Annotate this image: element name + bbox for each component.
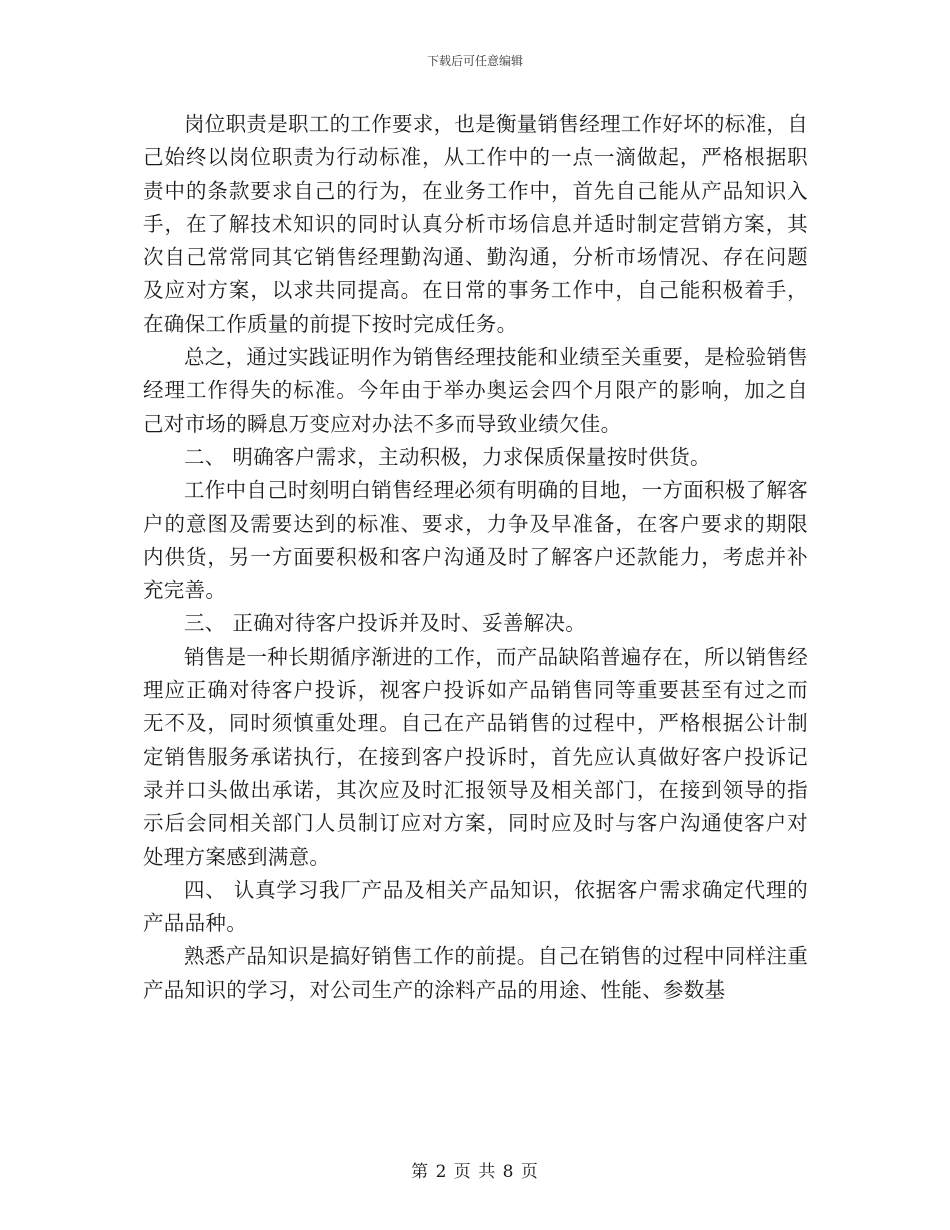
paragraph-summary: 总之，通过实践证明作为销售经理技能和业绩至关重要，是检验销售经理工作得失的标准。今年由于举办奥运会四个月限产的影响，加之自己对市场的瞬息万变应对办法不多而导致业绩欠佳。 bbox=[143, 345, 808, 436]
paragraph-product-knowledge: 熟悉产品知识是搞好销售工作的前提。自己在销售的过程中同样注重产品知识的学习，对公司生产的涂料产品的用途、性能、参数基 bbox=[143, 944, 808, 1002]
page-number: 第 2 页 共 8 页 bbox=[411, 1162, 539, 1182]
paragraph-customer-needs: 工作中自己时刻明白销售经理必须有明确的目地，一方面积极了解客户的意图及需要达到的标准、要求，力争及早准备，在客户要求的期限内供货，另一方面要积极和客户沟通及时了解客户还款能力，考虑并补充完善。 bbox=[143, 478, 808, 603]
page-header: 下载后可任意编辑 bbox=[426, 54, 523, 68]
section-heading-2: 二、 明确客户需求，主动积极，力求保质保量按时供货。 bbox=[184, 444, 711, 469]
paragraph-job-duties: 岗位职责是职工的工作要求，也是衡量销售经理工作好坏的标准，自己始终以岗位职责为行动标准，从工作中的一点一滴做起，严格根据职责中的条款要求自己的行为，在业务工作中，首先自己能从产品知识入手，在了解技术知识的同时认真分析市场信息并适时制定营销方案，其次自己常常同其它销售经理勤沟通、勤沟通，分析市场情况、存在问题及应对方案，以求共同提高。在日常的事务工作中，自己能积极着手，在确保工作质量的前提下按时完成任务。 bbox=[143, 112, 808, 336]
section-heading-3: 三、 正确对待客户投诉并及时、妥善解决。 bbox=[184, 611, 587, 636]
document-body bbox=[143, 108, 808, 1007]
section-heading-4: 四、 认真学习我厂产品及相关产品知识，依据客户需求确定代理的产品品种。 bbox=[143, 877, 808, 936]
paragraph-complaints: 销售是一种长期循序渐进的工作，而产品缺陷普遍存在，所以销售经理应正确对待客户投诉，视客户投诉如产品销售同等重要甚至有过之而无不及，同时须慎重处理。自己在产品销售的过程中，严格根据公计制定销售服务承诺执行，在接到客户投诉时，首先应认真做好客户投诉记录并口头做出承诺，其次应及时汇报领导及相关部门，在接到领导的指示后会同相关部门人员制订应对方案，同时应及时与客户沟通使客户对处理方案感到满意。 bbox=[143, 644, 808, 869]
